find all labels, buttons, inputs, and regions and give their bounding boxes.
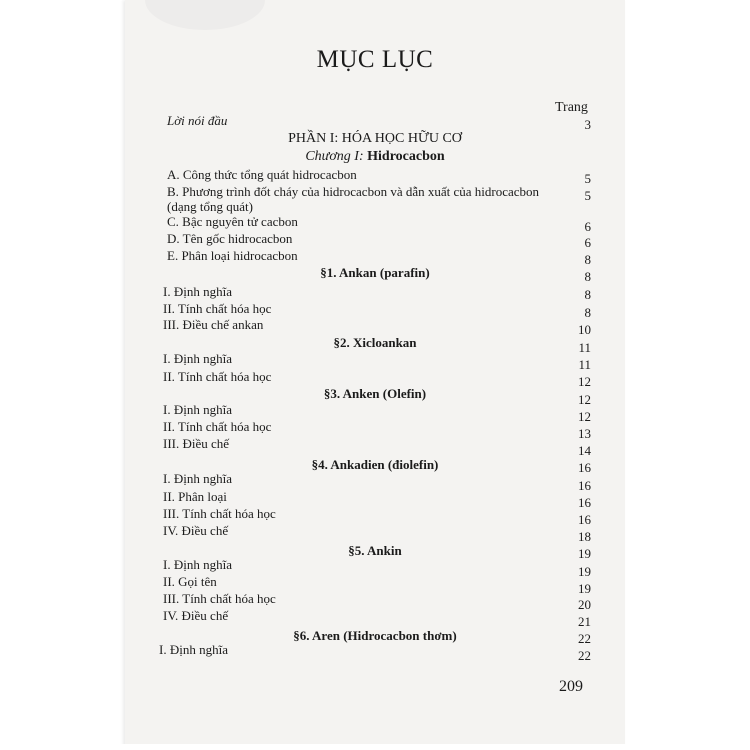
toc-entry-label: A. Công thức tổng quát hidrocacbon — [167, 167, 357, 182]
section-heading: §3. Anken (Olefin) — [323, 386, 427, 401]
toc-entry-page: 19 — [578, 581, 591, 596]
toc-entry-page: 12 — [578, 374, 591, 389]
toc-entry-label: III. Điều chế ankan — [163, 317, 264, 332]
toc-entry-label: II. Phân loại — [163, 489, 227, 504]
toc-entry-label: C. Bậc nguyên tử cacbon — [167, 214, 298, 229]
toc-entry-label: II. Gọi tên — [163, 574, 217, 589]
page-bottom-edge — [0, 744, 750, 750]
toc-entry-page: 22 — [578, 631, 591, 646]
toc-entry-page: 16 — [578, 512, 591, 527]
toc-entry-label: IV. Điều chế — [163, 523, 229, 538]
toc-entry-page: 16 — [578, 478, 591, 493]
toc-entry-label: IV. Điều chế — [163, 608, 229, 623]
toc-entry-page: 12 — [578, 409, 591, 424]
section-heading: §6. Aren (Hidrocacbon thơm) — [293, 628, 457, 643]
section-heading: §2. Xicloankan — [333, 335, 417, 350]
toc-entry-label: II. Tính chất hóa học — [163, 419, 272, 434]
toc-entry-page: 6 — [584, 235, 591, 250]
toc-entry-page: 8 — [584, 252, 591, 267]
toc-entry-page: 13 — [578, 426, 591, 441]
chapter-heading — [125, 149, 625, 165]
toc-entry-page: 5 — [584, 188, 591, 203]
toc-entry-label: I. Định nghĩa — [159, 642, 228, 657]
toc-entry-label: I. Định nghĩa — [163, 351, 232, 366]
page-column-header: Trang — [555, 100, 588, 115]
toc-entry-page: 16 — [578, 495, 591, 510]
toc-entry-label: II. Tính chất hóa học — [163, 301, 272, 316]
toc-entry-label: I. Định nghĩa — [163, 471, 232, 486]
toc-entry-label: III. Tính chất hóa học — [163, 506, 276, 521]
section-heading: §5. Ankin — [348, 543, 402, 558]
toc-entry-page: 21 — [578, 614, 591, 629]
toc-entry-page: 19 — [578, 546, 591, 561]
toc-entry-page: 16 — [578, 460, 591, 475]
toc-entry-page: 8 — [584, 287, 591, 302]
toc-entry-label: I. Định nghĩa — [163, 284, 232, 299]
toc-entry-page: 6 — [584, 219, 591, 234]
toc-entry-page: 8 — [584, 269, 591, 284]
toc-entry-label: E. Phân loại hidrocacbon — [167, 248, 298, 263]
toc-entry-page: 19 — [578, 564, 591, 579]
toc-entry-page: 12 — [578, 392, 591, 407]
part-heading: PHẦN I: HÓA HỌC HỮU CƠ — [288, 131, 462, 146]
toc-entry-label: III. Điều chế — [163, 436, 230, 451]
toc-entry-label: I. Định nghĩa — [163, 557, 232, 572]
toc-entry-page: 14 — [578, 443, 591, 458]
toc-entry-page: 18 — [578, 529, 591, 544]
toc-entry-label: III. Tính chất hóa học — [163, 591, 276, 606]
toc-entry-label: D. Tên gốc hidrocacbon — [167, 231, 293, 246]
toc-entry-label: I. Định nghĩa — [163, 402, 232, 417]
toc-entry-page: 8 — [584, 305, 591, 320]
page-title: MỤC LỤC — [316, 46, 434, 73]
page-number: 209 — [559, 678, 583, 695]
toc-entry-page: 5 — [584, 171, 591, 186]
toc-entry-page: 20 — [578, 597, 591, 612]
toc-entry-label: II. Tính chất hóa học — [163, 369, 272, 384]
book-page — [125, 0, 625, 750]
chapter-prefix: Chương I: — [305, 149, 364, 164]
foreword-page: 3 — [584, 117, 591, 132]
chapter-name: Hidrocacbon — [367, 149, 445, 164]
section-heading: §1. Ankan (parafin) — [320, 265, 430, 280]
foreword-label: Lời nói đầu — [167, 113, 228, 128]
toc-entry-page: 22 — [578, 648, 591, 663]
section-heading: §4. Ankadien (điolefin) — [311, 457, 439, 472]
toc-entry-page: 11 — [578, 357, 591, 372]
toc-entry-label-continued: (dạng tổng quát) — [167, 199, 253, 214]
toc-entry-page: 11 — [578, 340, 591, 355]
toc-entry-label: B. Phương trình đốt cháy của hidrocacbon và dẫn xuất của hidrocacbon — [167, 184, 540, 199]
toc-entry-page: 10 — [578, 322, 591, 337]
